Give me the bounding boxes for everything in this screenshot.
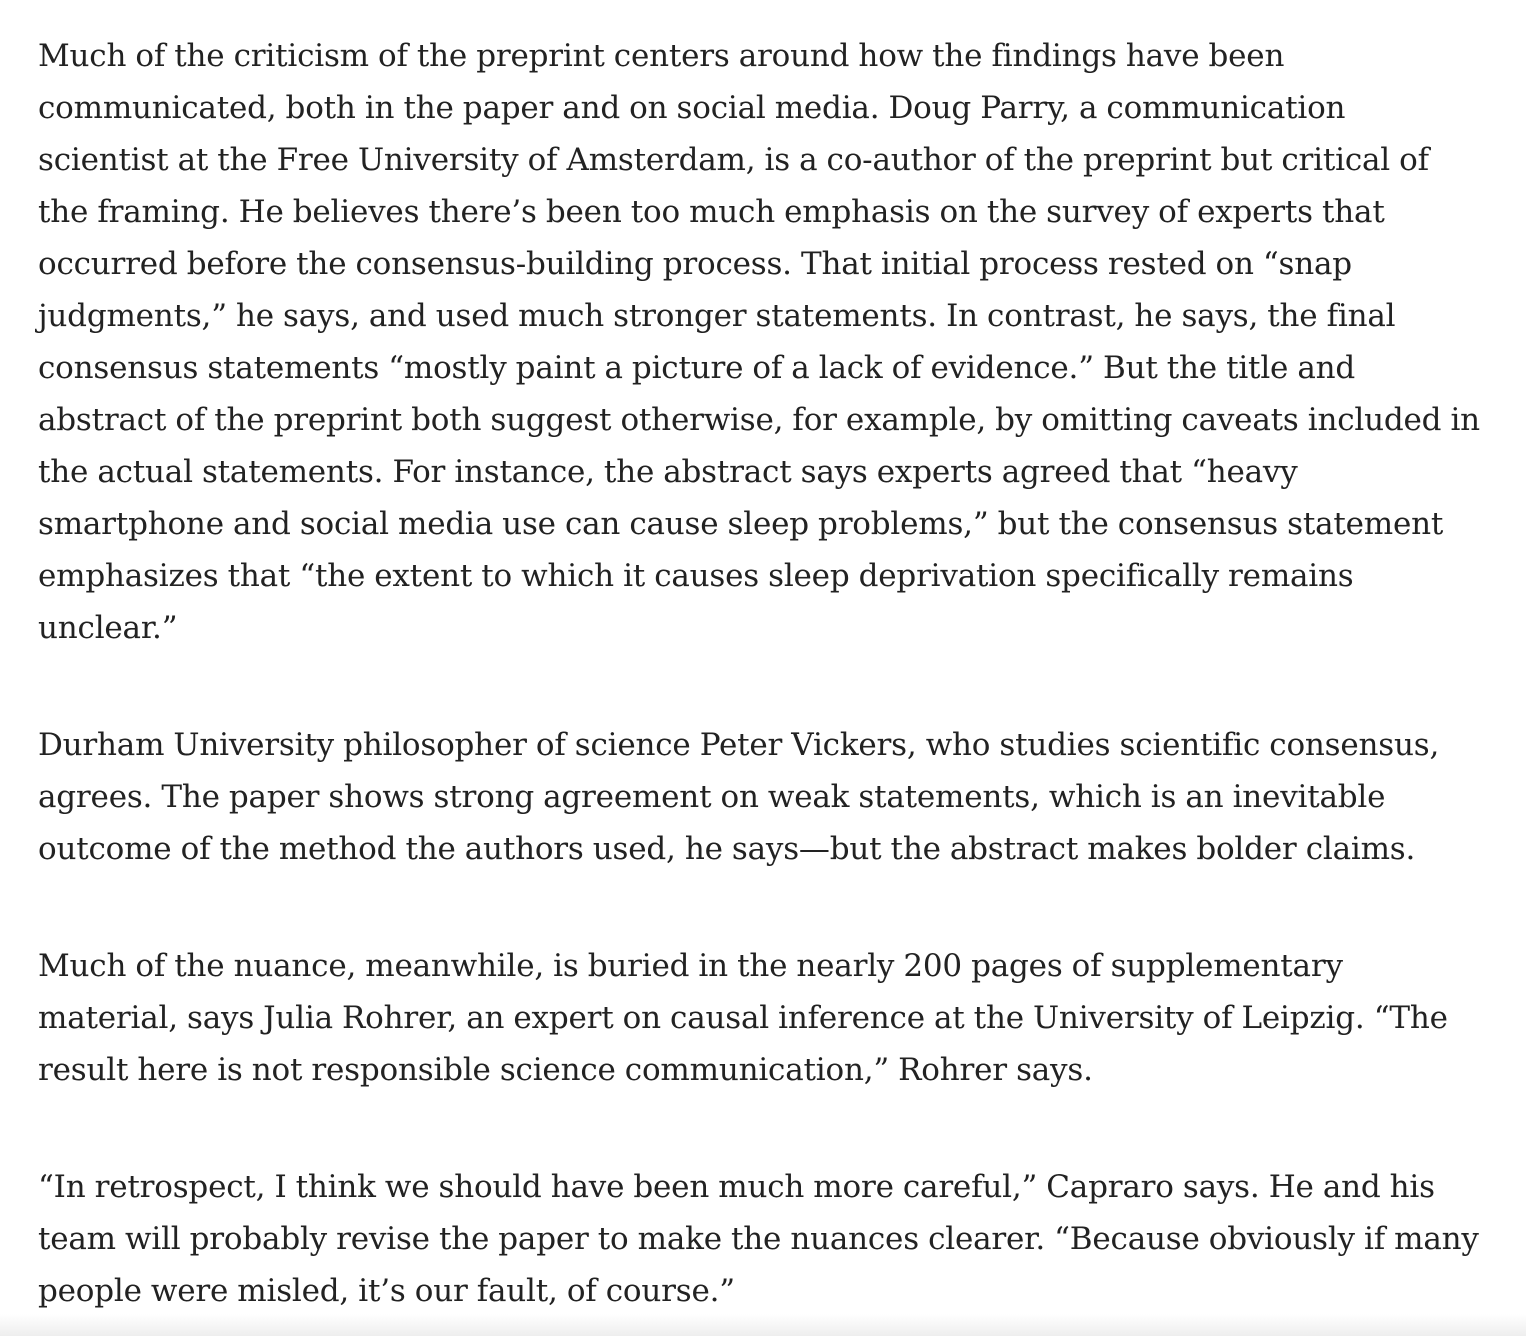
bottom-fade-overlay [0,1314,1526,1336]
article-paragraph-1: Much of the criticism of the preprint centers around how the findings have been communicated, both in the paper and on social media. Doug Parry, a communication scientist at the Free University of Amsterdam, is a co-author of the preprint but critical of the framing. He believes there’s been too much emphasis on the survey of experts that occurred before the consensus-building process. That initial process rested on “snap judgments,” he says, and used much stronger statements. In contrast, he says, the final consensus statements “mostly paint a picture of a lack of evidence.” But the title and abstract of the preprint both suggest otherwise, for example, by omitting caveats included in the actual statements. For instance, the abstract says experts agreed that “heavy smartphone and social media use can cause sleep problems,” but the consensus statement emphasizes that “the extent to which it causes sleep deprivation specifically remains unclear.” [38,38,1480,646]
article-body [38,30,1484,1317]
article-paragraph-2: Durham University philosopher of science Peter Vickers, who studies scientific consensus, agrees. The paper shows strong agreement on weak statements, which is an inevitable outcome of the method the authors used, he says—but the abstract makes bolder claims. [38,727,1440,867]
article-paragraph-4: “In retrospect, I think we should have been much more careful,” Capraro says. He and his team will probably revise the paper to make the nuances clearer. “Because obviously if many people were misled, it’s our fault, of course.” [38,1169,1479,1309]
article-paragraph-3: Much of the nuance, meanwhile, is buried in the nearly 200 pages of supplementary material, says Julia Rohrer, an expert on causal inference at the University of Leipzig. “The result here is not responsible science communication,” Rohrer says. [38,948,1448,1088]
